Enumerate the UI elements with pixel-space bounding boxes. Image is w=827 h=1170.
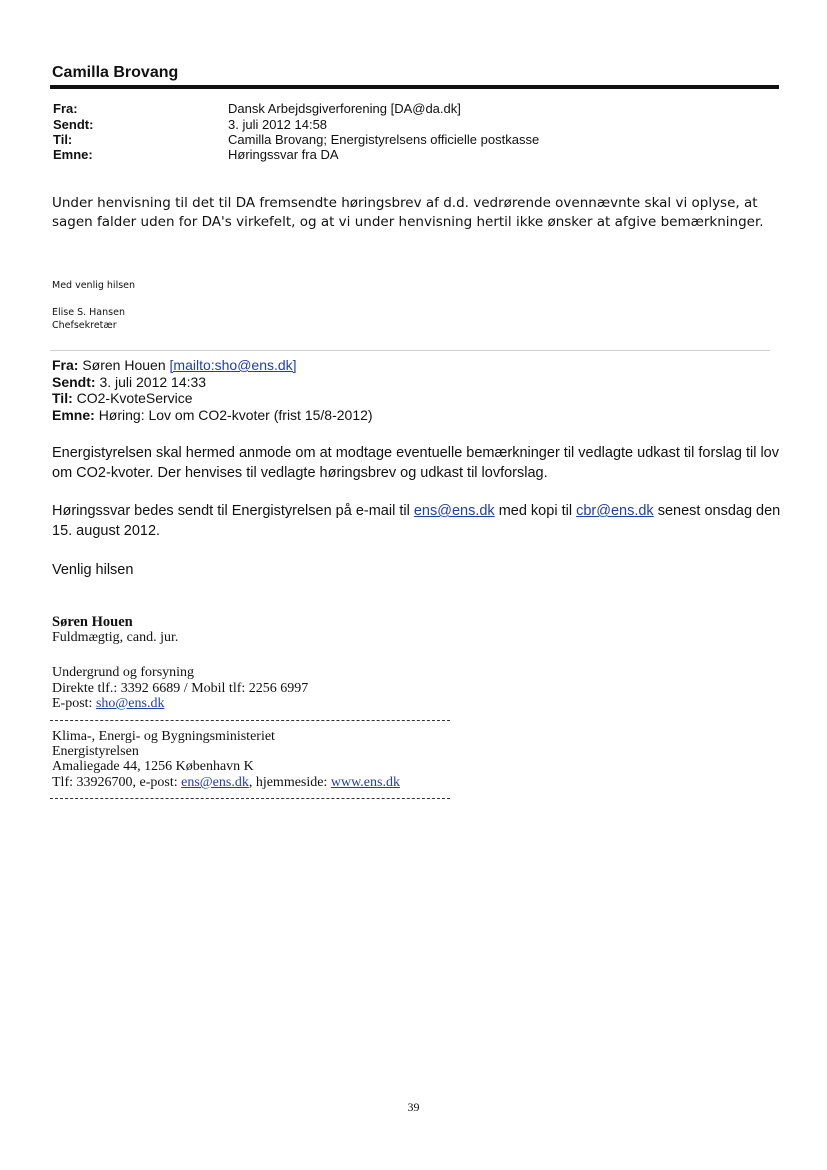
signature-name: Søren Houen bbox=[52, 614, 133, 630]
reply-body: Under henvisning til det til DA fremsendte høringsbrev af d.d. vedrørende ovennævnte skal vi oplyse, at sagen falder uden for DA's virkefelt, og at vi under henvisning hertil ikke ønsker at afgive bemærkninger. bbox=[52, 195, 764, 230]
signature-contact-line bbox=[52, 775, 400, 791]
sent-value: 3. juli 2012 14:58 bbox=[228, 117, 328, 132]
signature-title: Fuldmægtig, cand. jur. bbox=[52, 630, 179, 645]
signature-contact-text-b: , hjemmeside: bbox=[248, 775, 331, 790]
signature-divider-top bbox=[50, 720, 450, 721]
fwd-para2-text-a: Høringssvar bedes sendt til Energistyrelsen på e-mail til bbox=[52, 503, 414, 519]
to-value: Camilla Brovang; Energistyrelsens officielle postkasse bbox=[228, 132, 540, 147]
to-label: Til: bbox=[53, 132, 73, 147]
fwd-paragraph-2 bbox=[52, 501, 782, 541]
signature-email-link[interactable]: sho@ens.dk bbox=[95, 696, 165, 711]
signature-agency: Energistyrelsen bbox=[52, 744, 139, 759]
fwd-sent-value: 3. juli 2012 14:33 bbox=[99, 374, 207, 390]
fwd-from-line bbox=[52, 357, 297, 373]
fwd-subject-line bbox=[52, 407, 373, 423]
from-label: Fra: bbox=[53, 101, 78, 116]
owner-name: Camilla Brovang bbox=[52, 64, 179, 81]
ens-email-link[interactable]: ens@ens.dk bbox=[413, 503, 495, 519]
fwd-subject-label: Emne: bbox=[52, 407, 95, 423]
fwd-closing: Venlig hilsen bbox=[52, 562, 134, 578]
fwd-sent-line bbox=[52, 374, 206, 390]
subject-value: Høringssvar fra DA bbox=[228, 147, 339, 162]
signature-unit: Undergrund og forsyning bbox=[52, 665, 195, 680]
fwd-from-label: Fra: bbox=[52, 357, 79, 373]
signature-address: Amaliegade 44, 1256 København K bbox=[52, 759, 254, 774]
fwd-subject-value: Høring: Lov om CO2-kvoter (frist 15/8-2012) bbox=[98, 407, 373, 423]
from-value: Dansk Arbejdsgiverforening [DA@da.dk] bbox=[228, 101, 461, 116]
fwd-to-line bbox=[52, 390, 193, 406]
fwd-from-mailto-link[interactable]: [mailto:sho@ens.dk] bbox=[169, 357, 297, 373]
reply-signer-title: Chefsekretær bbox=[52, 320, 117, 331]
forward-divider bbox=[50, 350, 770, 351]
fwd-from-name: Søren Houen bbox=[82, 357, 166, 373]
signature-divider-bottom bbox=[50, 798, 450, 799]
fwd-paragraph-1: Energistyrelsen skal hermed anmode om at modtage eventuelle bemærkninger til vedlagte udkast til forslag til lov om CO2-kvoter. Der henvises til vedlagte høringsbrev og udkast til lovforslag. bbox=[52, 445, 779, 481]
fwd-sent-label: Sendt: bbox=[52, 374, 96, 390]
sent-label: Sendt: bbox=[53, 117, 94, 132]
signature-contact-text-a: Tlf: 33926700, e-post: bbox=[52, 775, 182, 790]
signature-email-line bbox=[52, 696, 164, 712]
reply-greeting: Med venlig hilsen bbox=[52, 280, 136, 291]
fwd-to-value: CO2-KvoteService bbox=[76, 390, 193, 406]
owner-divider bbox=[50, 85, 779, 89]
cbr-email-link[interactable]: cbr@ens.dk bbox=[576, 503, 654, 519]
fwd-to-label: Til: bbox=[52, 390, 73, 406]
signature-email-label: E-post: bbox=[52, 696, 96, 711]
fwd-para2-text-b: med kopi til bbox=[494, 503, 577, 519]
signature-website-link[interactable]: www.ens.dk bbox=[330, 775, 400, 790]
signature-ministry: Klima-, Energi- og Bygningsministeriet bbox=[52, 729, 275, 744]
page-number: 39 bbox=[407, 1100, 420, 1114]
subject-label: Emne: bbox=[53, 147, 93, 162]
signature-contact-email-link[interactable]: ens@ens.dk bbox=[181, 775, 249, 790]
reply-signer-name: Elise S. Hansen bbox=[52, 307, 125, 318]
signature-phone: Direkte tlf.: 3392 6689 / Mobil tlf: 2256 6997 bbox=[52, 681, 309, 696]
fwd-para2-text-c: senest onsdag den 15. august 2012. bbox=[52, 503, 781, 539]
